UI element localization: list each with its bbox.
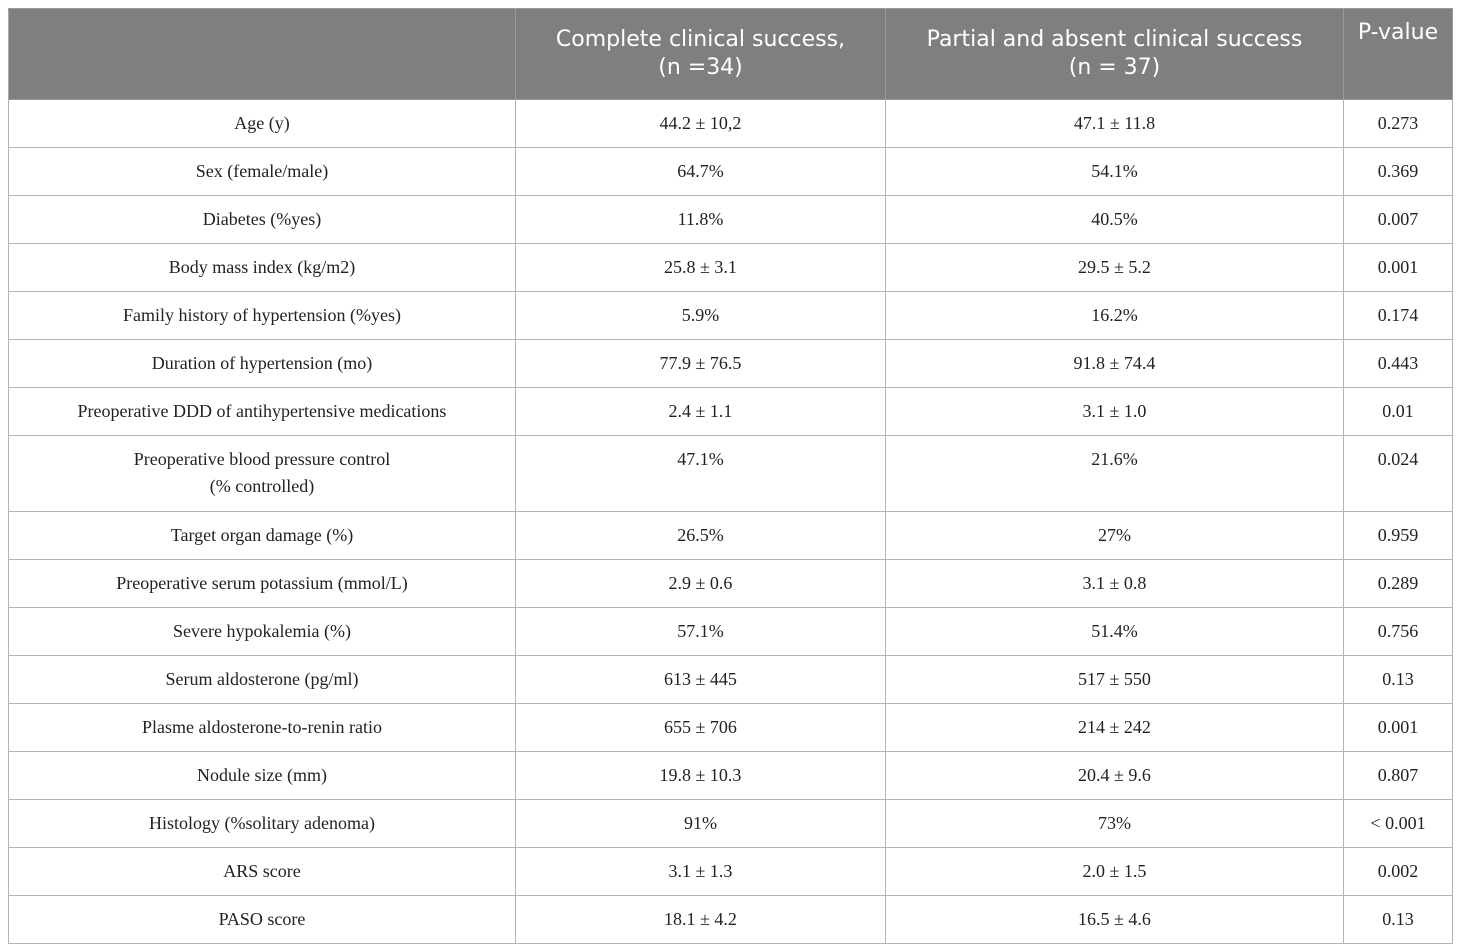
- table-row: [9, 340, 1453, 388]
- cell-p-value: 0.443: [1344, 340, 1453, 388]
- table-row: [9, 436, 1453, 512]
- row-label: Preoperative serum potassium (mmol/L): [9, 560, 516, 608]
- table-row: [9, 560, 1453, 608]
- cell-partial: 51.4%: [886, 608, 1344, 656]
- table-row: [9, 388, 1453, 436]
- cell-complete: 11.8%: [516, 196, 886, 244]
- cell-complete: 57.1%: [516, 608, 886, 656]
- header-complete-success: [516, 9, 886, 100]
- cell-p-value: 0.007: [1344, 196, 1453, 244]
- cell-complete: 64.7%: [516, 148, 886, 196]
- row-label: Preoperative blood pressure control (% controlled): [9, 436, 516, 512]
- row-label: ARS score: [9, 848, 516, 896]
- cell-complete: 5.9%: [516, 292, 886, 340]
- cell-partial: 20.4 ± 9.6: [886, 752, 1344, 800]
- cell-p-value: 0.807: [1344, 752, 1453, 800]
- cell-p-value: 0.959: [1344, 512, 1453, 560]
- row-label: Preoperative DDD of antihypertensive medications: [9, 388, 516, 436]
- cell-partial: 40.5%: [886, 196, 1344, 244]
- table-body: [9, 100, 1453, 944]
- cell-partial: 16.2%: [886, 292, 1344, 340]
- clinical-success-table: [8, 8, 1453, 944]
- header-p-value: [1344, 9, 1453, 100]
- cell-partial: 29.5 ± 5.2: [886, 244, 1344, 292]
- cell-p-value: 0.756: [1344, 608, 1453, 656]
- cell-partial: 3.1 ± 0.8: [886, 560, 1344, 608]
- cell-p-value: 0.13: [1344, 896, 1453, 944]
- cell-partial: 54.1%: [886, 148, 1344, 196]
- header-partial-success: [886, 9, 1344, 100]
- row-label: PASO score: [9, 896, 516, 944]
- header-complete-success-line1: Complete clinical success,: [555, 27, 846, 52]
- table-header: [9, 9, 1453, 100]
- table-row: [9, 196, 1453, 244]
- table-row: [9, 704, 1453, 752]
- cell-partial: 47.1 ± 11.8: [886, 100, 1344, 148]
- cell-p-value: 0.01: [1344, 388, 1453, 436]
- cell-partial: 16.5 ± 4.6: [886, 896, 1344, 944]
- cell-complete: 26.5%: [516, 512, 886, 560]
- table-row: [9, 512, 1453, 560]
- row-label: Family history of hypertension (%yes): [9, 292, 516, 340]
- cell-complete: 613 ± 445: [516, 656, 886, 704]
- cell-p-value: 0.273: [1344, 100, 1453, 148]
- cell-complete: 18.1 ± 4.2: [516, 896, 886, 944]
- row-label: Duration of hypertension (mo): [9, 340, 516, 388]
- cell-complete: 91%: [516, 800, 886, 848]
- header-p-value-label: P-value: [1357, 20, 1439, 45]
- cell-complete: 77.9 ± 76.5: [516, 340, 886, 388]
- row-label: Plasme aldosterone-to-renin ratio: [9, 704, 516, 752]
- cell-complete: 19.8 ± 10.3: [516, 752, 886, 800]
- row-label: Nodule size (mm): [9, 752, 516, 800]
- table-row: [9, 100, 1453, 148]
- table-row: [9, 608, 1453, 656]
- row-label: Severe hypokalemia (%): [9, 608, 516, 656]
- row-label: Body mass index (kg/m2): [9, 244, 516, 292]
- header-variable-column: [9, 9, 516, 100]
- row-label: Histology (%solitary adenoma): [9, 800, 516, 848]
- header-complete-success-line2: (n =34): [658, 55, 743, 80]
- header-partial-success-line2: (n = 37): [1068, 55, 1161, 80]
- cell-p-value: 0.174: [1344, 292, 1453, 340]
- cell-p-value: 0.13: [1344, 656, 1453, 704]
- table-row: [9, 292, 1453, 340]
- row-label: Age (y): [9, 100, 516, 148]
- cell-complete: 44.2 ± 10,2: [516, 100, 886, 148]
- header-row: [9, 9, 1453, 100]
- header-partial-success-line1: Partial and absent clinical success: [926, 27, 1303, 52]
- cell-p-value: < 0.001: [1344, 800, 1453, 848]
- table-row: [9, 656, 1453, 704]
- cell-partial: 91.8 ± 74.4: [886, 340, 1344, 388]
- cell-p-value: 0.001: [1344, 244, 1453, 292]
- cell-complete: 25.8 ± 3.1: [516, 244, 886, 292]
- cell-partial: 214 ± 242: [886, 704, 1344, 752]
- cell-partial: 2.0 ± 1.5: [886, 848, 1344, 896]
- cell-p-value: 0.289: [1344, 560, 1453, 608]
- cell-p-value: 0.001: [1344, 704, 1453, 752]
- cell-p-value: 0.024: [1344, 436, 1453, 512]
- table-row: [9, 244, 1453, 292]
- table-row: [9, 752, 1453, 800]
- table-row: [9, 896, 1453, 944]
- cell-partial: 73%: [886, 800, 1344, 848]
- cell-complete: 2.9 ± 0.6: [516, 560, 886, 608]
- row-label: Diabetes (%yes): [9, 196, 516, 244]
- table-row: [9, 848, 1453, 896]
- cell-complete: 2.4 ± 1.1: [516, 388, 886, 436]
- row-label: Target organ damage (%): [9, 512, 516, 560]
- cell-partial: 3.1 ± 1.0: [886, 388, 1344, 436]
- results-table-container: [8, 8, 1452, 944]
- row-label: Sex (female/male): [9, 148, 516, 196]
- table-row: [9, 800, 1453, 848]
- cell-p-value: 0.369: [1344, 148, 1453, 196]
- cell-partial: 27%: [886, 512, 1344, 560]
- row-label: Serum aldosterone (pg/ml): [9, 656, 516, 704]
- cell-partial: 517 ± 550: [886, 656, 1344, 704]
- cell-p-value: 0.002: [1344, 848, 1453, 896]
- table-row: [9, 148, 1453, 196]
- cell-complete: 655 ± 706: [516, 704, 886, 752]
- cell-complete: 3.1 ± 1.3: [516, 848, 886, 896]
- cell-complete: 47.1%: [516, 436, 886, 512]
- cell-partial: 21.6%: [886, 436, 1344, 512]
